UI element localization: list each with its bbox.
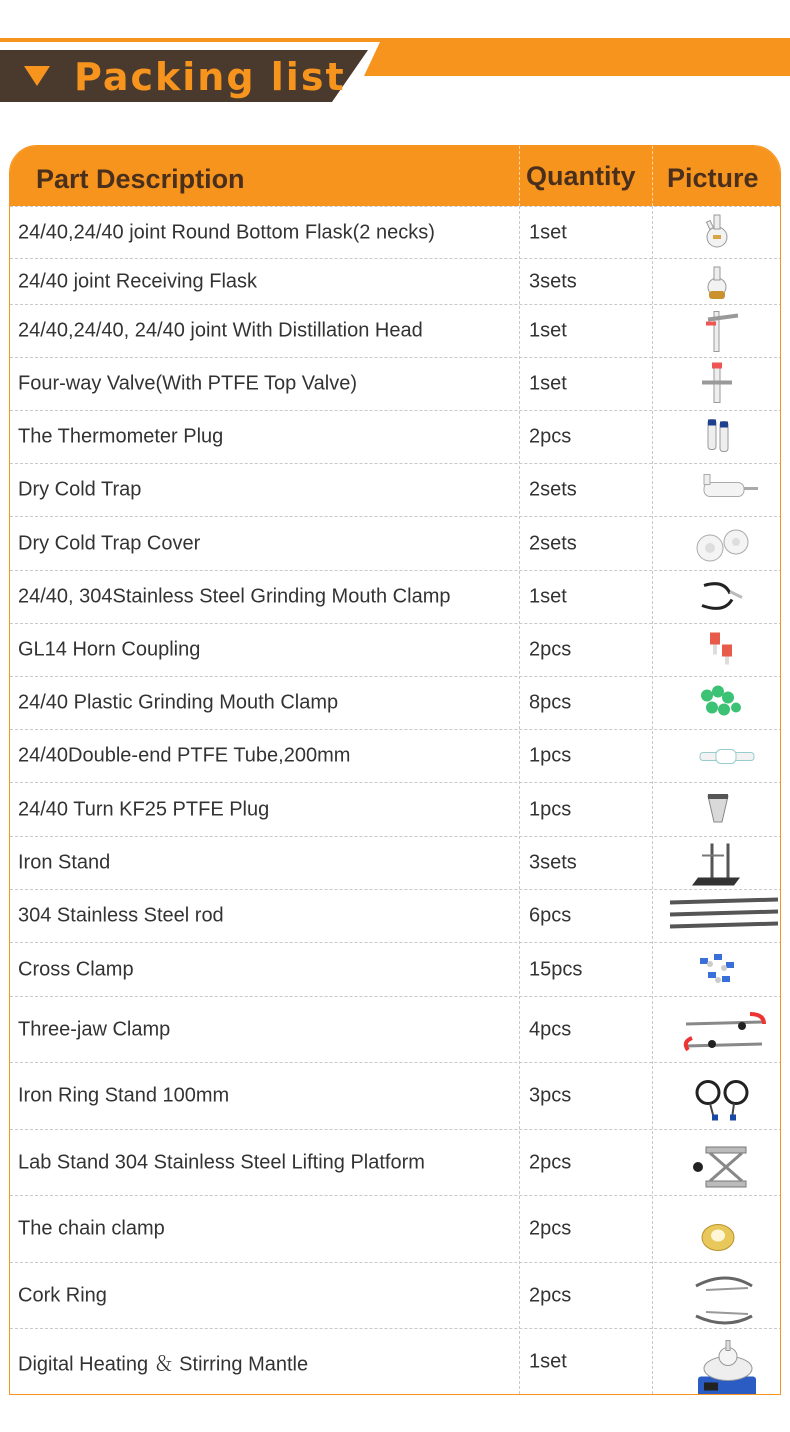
four-way-valve-icon [652, 358, 781, 410]
table-row [10, 836, 781, 889]
triangle-down-icon [24, 66, 50, 86]
header-picture: Picture [667, 163, 759, 193]
receiving-flask-icon [652, 259, 781, 304]
row-description: Cross Clamp [18, 958, 134, 980]
row-description: 24/40Double-end PTFE Tube,200mm [18, 744, 351, 767]
cold-trap-icon [652, 464, 781, 516]
table-row [10, 676, 781, 729]
ptfe-plug-icon [652, 783, 781, 836]
row-quantity: 2pcs [529, 1217, 572, 1240]
row-description: Iron Ring Stand 100mm [18, 1084, 230, 1107]
table-row [10, 570, 781, 623]
row-description: Cork Ring [18, 1284, 107, 1306]
row-quantity: 1pcs [529, 798, 572, 820]
row-description: The Thermometer Plug [18, 425, 224, 448]
row-description: 24/40, 304Stainless Steel Grinding Mouth Clamp [18, 585, 451, 608]
cross-clamp-icon [652, 943, 781, 996]
table-row [10, 1129, 781, 1195]
page-title: Packing list [74, 55, 346, 99]
header-description: Part Description [36, 164, 245, 194]
row-description: Dry Cold Trap Cover [18, 532, 201, 554]
row-description: 24/40 Plastic Grinding Mouth Clamp [18, 691, 339, 714]
header-divider [519, 146, 520, 206]
row-quantity: 15pcs [529, 958, 583, 980]
row-quantity: 2pcs [529, 425, 572, 448]
row-quantity: 2pcs [529, 1284, 572, 1306]
table-row [10, 889, 781, 942]
row-quantity: 2sets [529, 478, 577, 501]
table-row [10, 1195, 781, 1262]
distillation-head-icon [652, 305, 781, 357]
table-row [10, 1328, 781, 1395]
row-description: Three-jaw Clamp [18, 1018, 171, 1040]
row-quantity: 4pcs [529, 1018, 572, 1040]
row-quantity: 2pcs [529, 638, 572, 661]
row-quantity: 3sets [529, 851, 577, 874]
table-row [10, 410, 781, 463]
table-row [10, 942, 781, 996]
steel-clamp-icon [652, 571, 781, 623]
row-quantity: 3sets [529, 270, 577, 292]
row-quantity: 1set [529, 585, 567, 608]
horn-coupling-icon [652, 624, 781, 676]
iron-ring-icon [652, 1063, 781, 1129]
table-row [10, 1262, 781, 1328]
header-divider [652, 146, 653, 206]
table-row [10, 206, 781, 258]
row-quantity: 1pcs [529, 744, 572, 767]
section-banner [0, 0, 790, 110]
table-row [10, 463, 781, 516]
cold-trap-cover-icon [652, 517, 781, 570]
table-header [10, 146, 781, 206]
table-row [10, 623, 781, 676]
row-description: 304 Stainless Steel rod [18, 904, 224, 927]
row-quantity: 1set [529, 319, 567, 342]
thermometer-plug-icon [652, 411, 781, 463]
row-description: GL14 Horn Coupling [18, 638, 201, 661]
lifting-platform-icon [652, 1130, 781, 1195]
row-quantity: 6pcs [529, 904, 572, 927]
table-row [10, 782, 781, 836]
table-row [10, 516, 781, 570]
row-description: 24/40,24/40, 24/40 joint With Distillation Head [18, 319, 423, 342]
row-description: Iron Stand [18, 851, 111, 874]
row-description: The chain clamp [18, 1217, 165, 1240]
row-quantity: 1set [529, 1350, 567, 1373]
row-description: Lab Stand 304 Stainless Steel Lifting Platform [18, 1151, 425, 1173]
packing-table [9, 145, 781, 1395]
row-description: Digital Heating ＆ Stirring Mantle [18, 1353, 309, 1376]
cork-ring-icon [652, 1263, 781, 1328]
chain-clamp-icon [652, 1196, 781, 1262]
row-quantity: 1set [529, 221, 567, 243]
header-quantity: Quantity [526, 161, 636, 191]
table-row [10, 357, 781, 410]
table-row [10, 729, 781, 782]
row-description: 24/40,24/40 joint Round Bottom Flask(2 necks) [18, 221, 435, 243]
row-description: 24/40 Turn KF25 PTFE Plug [18, 798, 270, 820]
column-divider [519, 206, 520, 1394]
table-row [10, 1062, 781, 1129]
three-jaw-clamp-icon [652, 997, 781, 1062]
iron-stand-icon [652, 837, 781, 889]
row-description: Dry Cold Trap [18, 478, 142, 501]
table-row [10, 996, 781, 1062]
row-quantity: 2sets [529, 532, 577, 554]
row-description: 24/40 joint Receiving Flask [18, 270, 258, 292]
row-quantity: 3pcs [529, 1084, 572, 1107]
plastic-clamp-icon [652, 677, 781, 729]
round-bottom-flask-icon [652, 207, 781, 258]
ptfe-tube-icon [652, 730, 781, 782]
heating-mantle-icon [652, 1329, 781, 1395]
row-quantity: 1set [529, 372, 567, 395]
table-row [10, 258, 781, 304]
column-divider [652, 206, 653, 1394]
row-quantity: 8pcs [529, 691, 572, 714]
row-description: Four-way Valve(With PTFE Top Valve) [18, 372, 357, 395]
table-row [10, 304, 781, 357]
steel-rod-icon [652, 890, 781, 942]
row-quantity: 2pcs [529, 1151, 572, 1173]
